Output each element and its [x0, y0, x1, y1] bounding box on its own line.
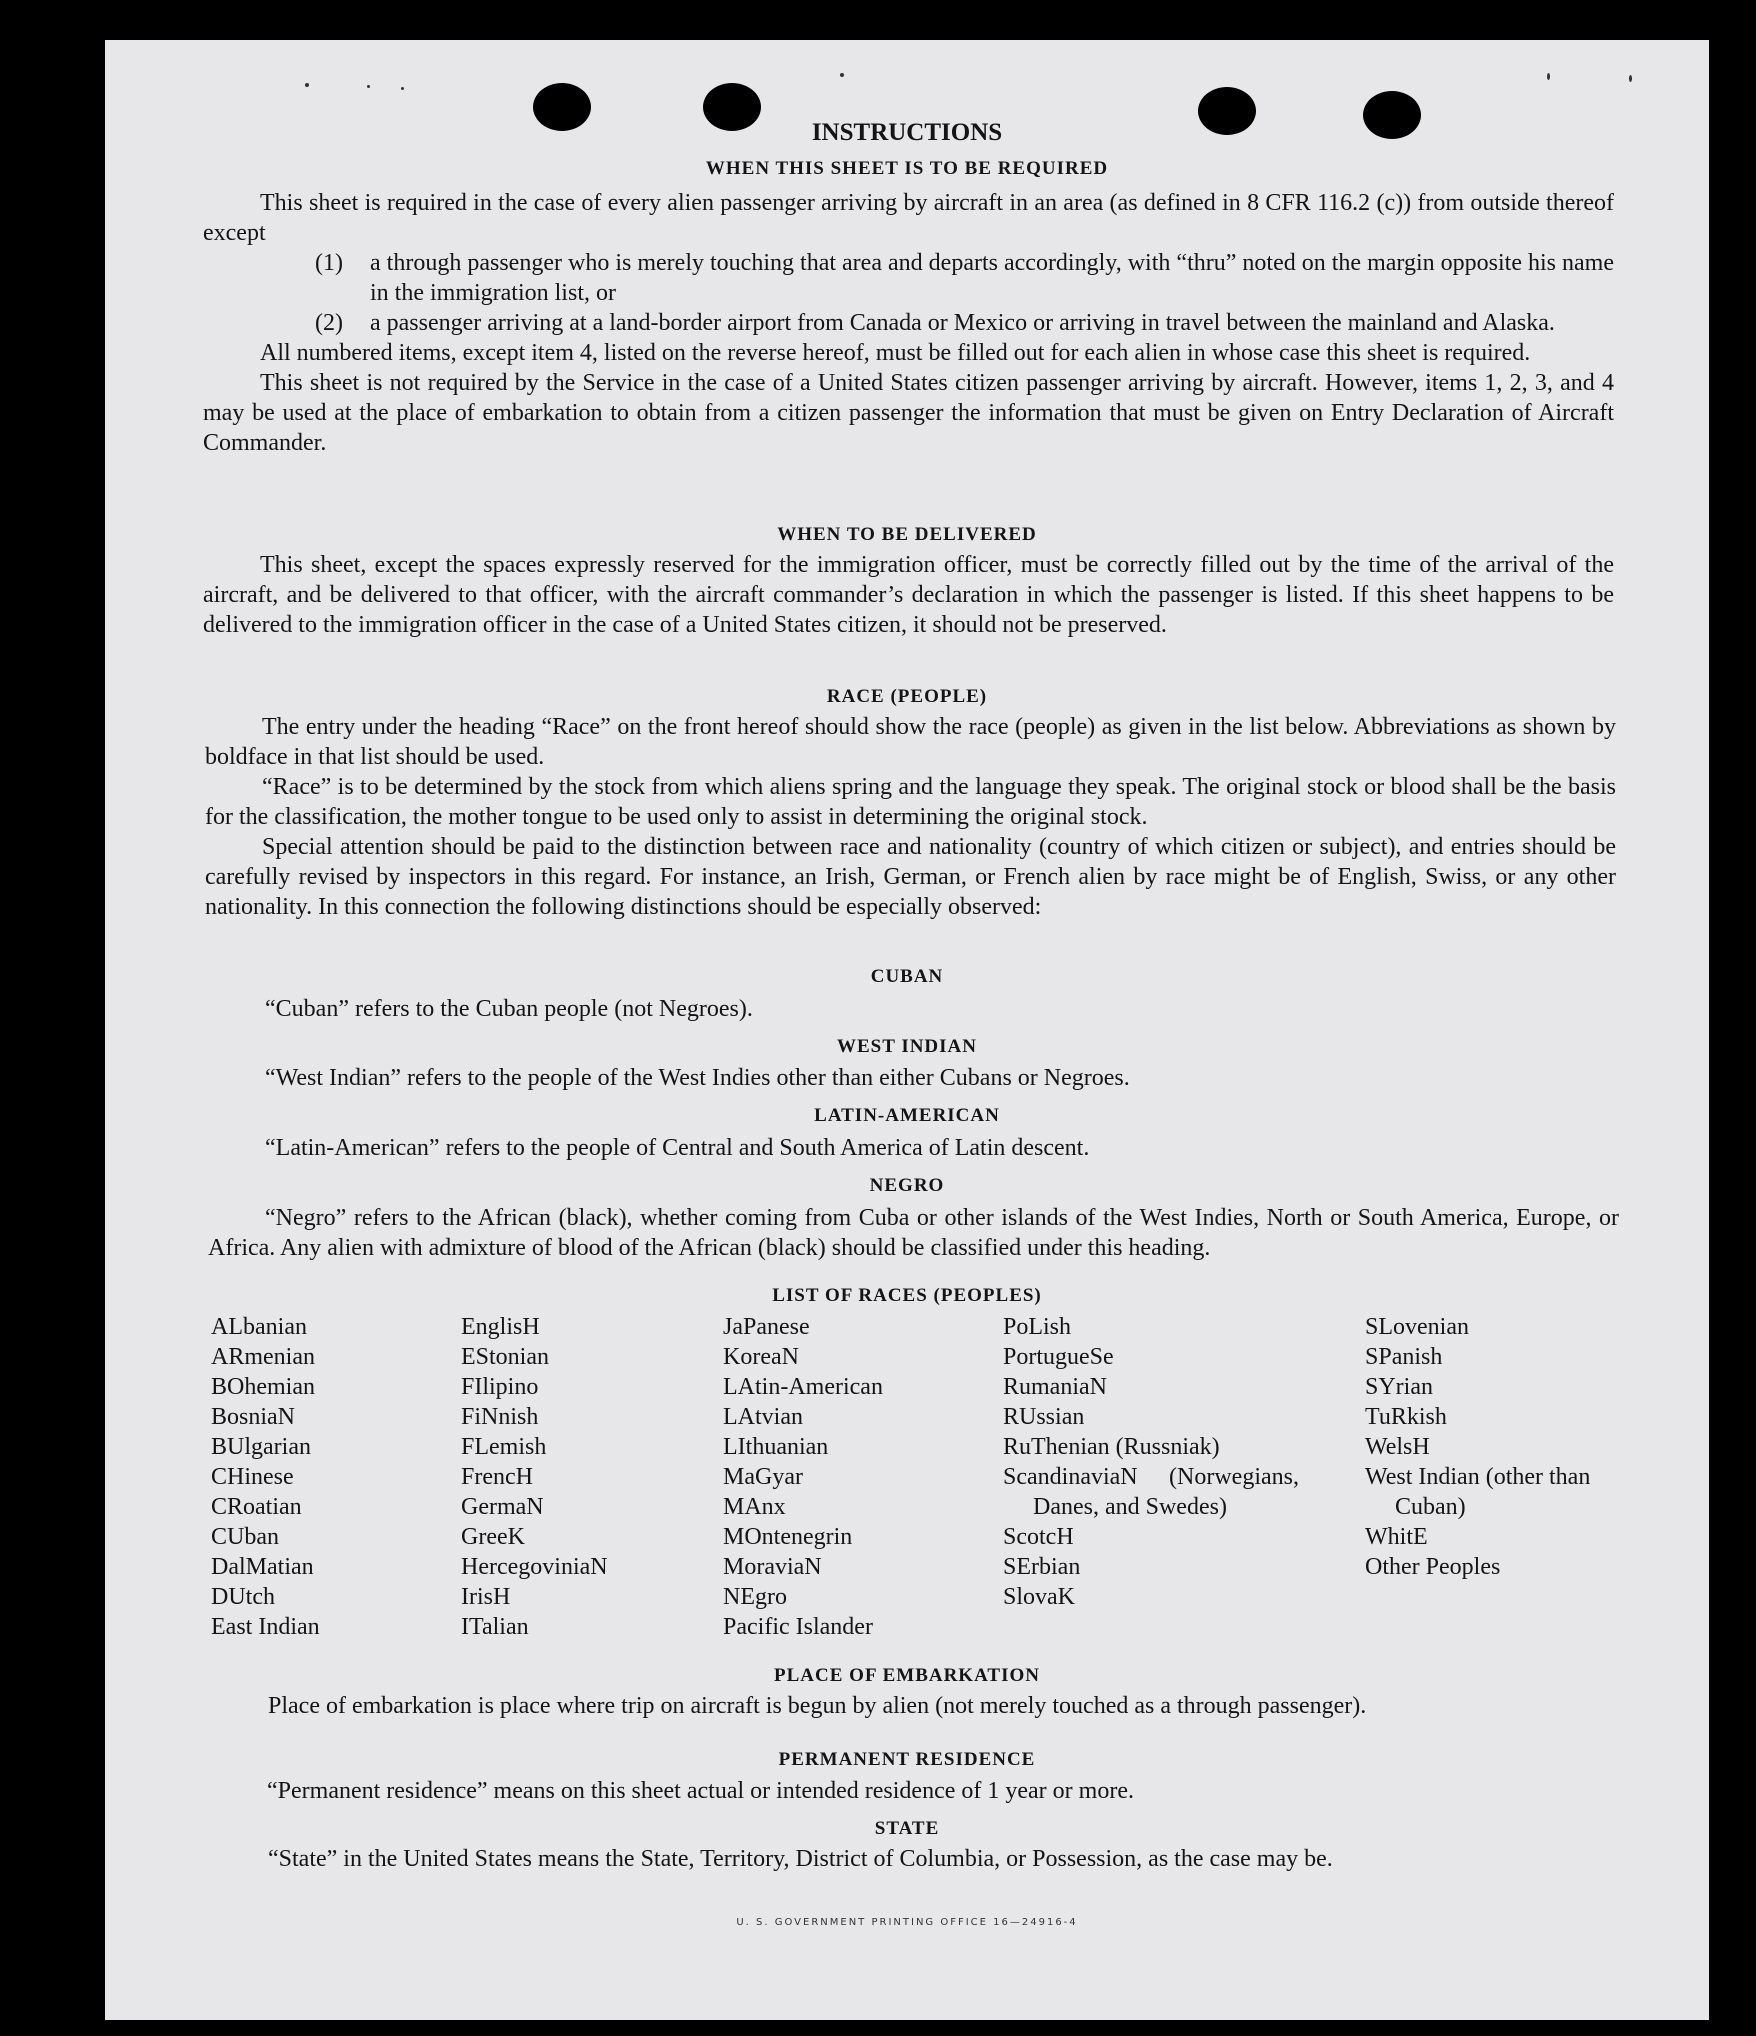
- race-item: BosniaN: [211, 1404, 295, 1430]
- paragraph: “Race” is to be determined by the stock from which aliens spring and the language they speak. The original stock or blood shall be the basis for the classification, the mother tongue to be used only to assist in determining the original stock.: [205, 774, 1616, 830]
- race-item: RumaniaN: [1003, 1374, 1107, 1400]
- race-item: SLovenian: [1365, 1314, 1469, 1340]
- document-sheet: [105, 40, 1709, 2020]
- race-item: SlovaK: [1003, 1584, 1075, 1610]
- race-item: ARmenian: [211, 1344, 315, 1370]
- race-item: DalMatian: [211, 1554, 314, 1580]
- scan-speck: [305, 83, 309, 87]
- race-item: Other Peoples: [1365, 1554, 1501, 1580]
- race-item: DUtch: [211, 1584, 275, 1610]
- race-item: SPanish: [1365, 1344, 1443, 1370]
- scan-speck: [367, 85, 370, 88]
- paragraph: This sheet is not required by the Service in the case of a United States citizen passenger arriving by aircraft. However, items 1, 2, 3, and 4 may be used at the place of embarkation to obtain from a citizen passenger the information that must be given on Entry Declaration of Aircraft Commander.: [203, 370, 1614, 456]
- race-item: ITalian: [461, 1614, 529, 1640]
- race-item: ScotcH: [1003, 1524, 1074, 1550]
- race-item: HercegoviniaN: [461, 1554, 608, 1580]
- race-item: BUlgarian: [211, 1434, 311, 1460]
- race-item: East Indian: [211, 1614, 320, 1640]
- race-item: NEgro: [723, 1584, 787, 1610]
- section-heading-when-delivered: WHEN TO BE DELIVERED: [777, 524, 1037, 545]
- text-latin-american: “Latin-American” refers to the people of Central and South America of Latin descent.: [265, 1135, 1090, 1161]
- race-item: FiNnish: [461, 1404, 539, 1430]
- exception-list: [203, 248, 1614, 338]
- race-item: West Indian (other than Cuban): [1365, 1464, 1591, 1520]
- list-item: (2) a passenger arriving at a land-border airport from Canada or Mexico or arriving in travel between the mainland and Alaska.: [315, 310, 1555, 336]
- text-place-of-embarkation: Place of embarkation is place where trip on aircraft is begun by alien (not merely touched as a through passenger).: [268, 1693, 1367, 1719]
- race-item: WelsH: [1365, 1434, 1430, 1460]
- heading-negro: NEGRO: [869, 1175, 945, 1196]
- page-title: INSTRUCTIONS: [811, 119, 1003, 146]
- race-item: IrisH: [461, 1584, 511, 1610]
- paragraph: This sheet, except the spaces expressly reserved for the immigration officer, must be correctly filled out by the time of the arrival of the aircraft, and be delivered to that officer, with the aircraft commander’s declaration in which the passenger is listed. If this sheet happens to be delivered to the immigration officer in the case of a United States citizen, it should not be preserved.: [203, 552, 1614, 638]
- races-column-4: [1003, 1312, 1299, 1612]
- text-state: “State” in the United States means the State, Territory, District of Columbia, or Possession, as the case may be.: [268, 1846, 1333, 1872]
- races-column-2: [461, 1312, 701, 1642]
- race-item: MoraviaN: [723, 1554, 822, 1580]
- race-item: CUban: [211, 1524, 279, 1550]
- race-item: ALbanian: [211, 1314, 307, 1340]
- scan-speck: [840, 73, 844, 77]
- race-item: EnglisH: [461, 1314, 540, 1340]
- section-heading-race: RACE (PEOPLE): [826, 686, 988, 707]
- race-item: PoLish: [1003, 1314, 1072, 1340]
- text-west-indian: “West Indian” refers to the people of the West Indies other than either Cubans or Negroes.: [265, 1065, 1130, 1091]
- section-heading-when-required: WHEN THIS SHEET IS TO BE REQUIRED: [705, 158, 1109, 179]
- section-when-required: [203, 188, 1614, 458]
- scan-speck: [401, 87, 404, 90]
- race-item: GermaN: [461, 1494, 544, 1520]
- races-column-3: [723, 1312, 963, 1642]
- heading-list-of-races: LIST OF RACES (PEOPLES): [772, 1285, 1042, 1306]
- race-item: MaGyar: [723, 1464, 803, 1490]
- race-item: FIlipino: [461, 1374, 539, 1400]
- race-item: FLemish: [461, 1434, 547, 1460]
- race-item: MOntenegrin: [723, 1524, 853, 1550]
- heading-latin-american: LATIN-AMERICAN: [814, 1105, 1000, 1126]
- race-item: SYrian: [1365, 1374, 1433, 1400]
- race-item: Pacific Islander: [723, 1614, 873, 1640]
- heading-west-indian: WEST INDIAN: [837, 1036, 977, 1057]
- race-item: JaPanese: [723, 1314, 810, 1340]
- race-item: GreeK: [461, 1524, 525, 1550]
- race-item: SErbian: [1003, 1554, 1081, 1580]
- race-item: WhitE: [1365, 1524, 1428, 1550]
- text-negro: “Negro” refers to the African (black), whether coming from Cuba or other islands of the West Indies, North or South America, Europe, or Africa. Any alien with admixture of blood of the African (black) should be classified under this heading.: [208, 1205, 1619, 1261]
- heading-cuban: CUBAN: [870, 966, 944, 987]
- races-column-1: [211, 1312, 441, 1642]
- race-item: RUssian: [1003, 1404, 1085, 1430]
- race-item: FrencH: [461, 1464, 533, 1490]
- race-item: CHinese: [211, 1464, 294, 1490]
- text-cuban: “Cuban” refers to the Cuban people (not Negroes).: [265, 996, 753, 1022]
- scan-speck: [1629, 75, 1632, 82]
- heading-place-of-embarkation: PLACE OF EMBARKATION: [774, 1665, 1040, 1686]
- race-item: PortugueSe: [1003, 1344, 1114, 1370]
- paragraph: All numbered items, except item 4, listed on the reverse hereof, must be filled out for each alien in whose case this sheet is required.: [260, 340, 1531, 366]
- text-permanent-residence: “Permanent residence” means on this sheet actual or intended residence of 1 year or more.: [267, 1778, 1134, 1804]
- paragraph: Special attention should be paid to the distinction between race and nationality (country of which citizen or subject), and entries should be carefully revised by inspectors in this regard. For instance, an Irish, German, or French alien by race might be of English, Swiss, or any other nationality. In this connection the following distinctions should be especially observed:: [205, 834, 1616, 920]
- race-item: LAtin-American: [723, 1374, 883, 1400]
- heading-permanent-residence: PERMANENT RESIDENCE: [778, 1749, 1036, 1770]
- race-item: EStonian: [461, 1344, 549, 1370]
- scan-speck: [1547, 73, 1550, 80]
- section-when-delivered: [203, 550, 1614, 640]
- printing-office-footer: U. S. GOVERNMENT PRINTING OFFICE 16—24916-4: [736, 1917, 1078, 1928]
- races-column-5: [1365, 1312, 1625, 1582]
- race-item: CRoatian: [211, 1494, 302, 1520]
- race-item: LAtvian: [723, 1404, 803, 1430]
- paragraph: The entry under the heading “Race” on the front hereof should show the race (people) as given in the list below. Abbreviations as shown by boldface in that list should be used.: [205, 714, 1616, 770]
- race-item: MAnx: [723, 1494, 786, 1520]
- race-item: TuRkish: [1365, 1404, 1447, 1430]
- race-item: ScandinaviaN (Norwegians, Danes, and Swedes): [1003, 1464, 1299, 1520]
- paragraph: This sheet is required in the case of every alien passenger arriving by aircraft in an area (as defined in 8 CFR 116.2 (c)) from outside thereof except: [203, 190, 1614, 246]
- heading-state: STATE: [874, 1818, 940, 1839]
- race-item: LIthuanian: [723, 1434, 829, 1460]
- section-race: [205, 712, 1616, 922]
- race-item: RuThenian (Russniak): [1003, 1434, 1220, 1460]
- list-item: (1) a through passenger who is merely touching that area and departs accordingly, with “thru” noted on the margin opposite his name in the immigration list, or: [315, 250, 1614, 306]
- race-item: KoreaN: [723, 1344, 799, 1370]
- race-item: BOhemian: [211, 1374, 315, 1400]
